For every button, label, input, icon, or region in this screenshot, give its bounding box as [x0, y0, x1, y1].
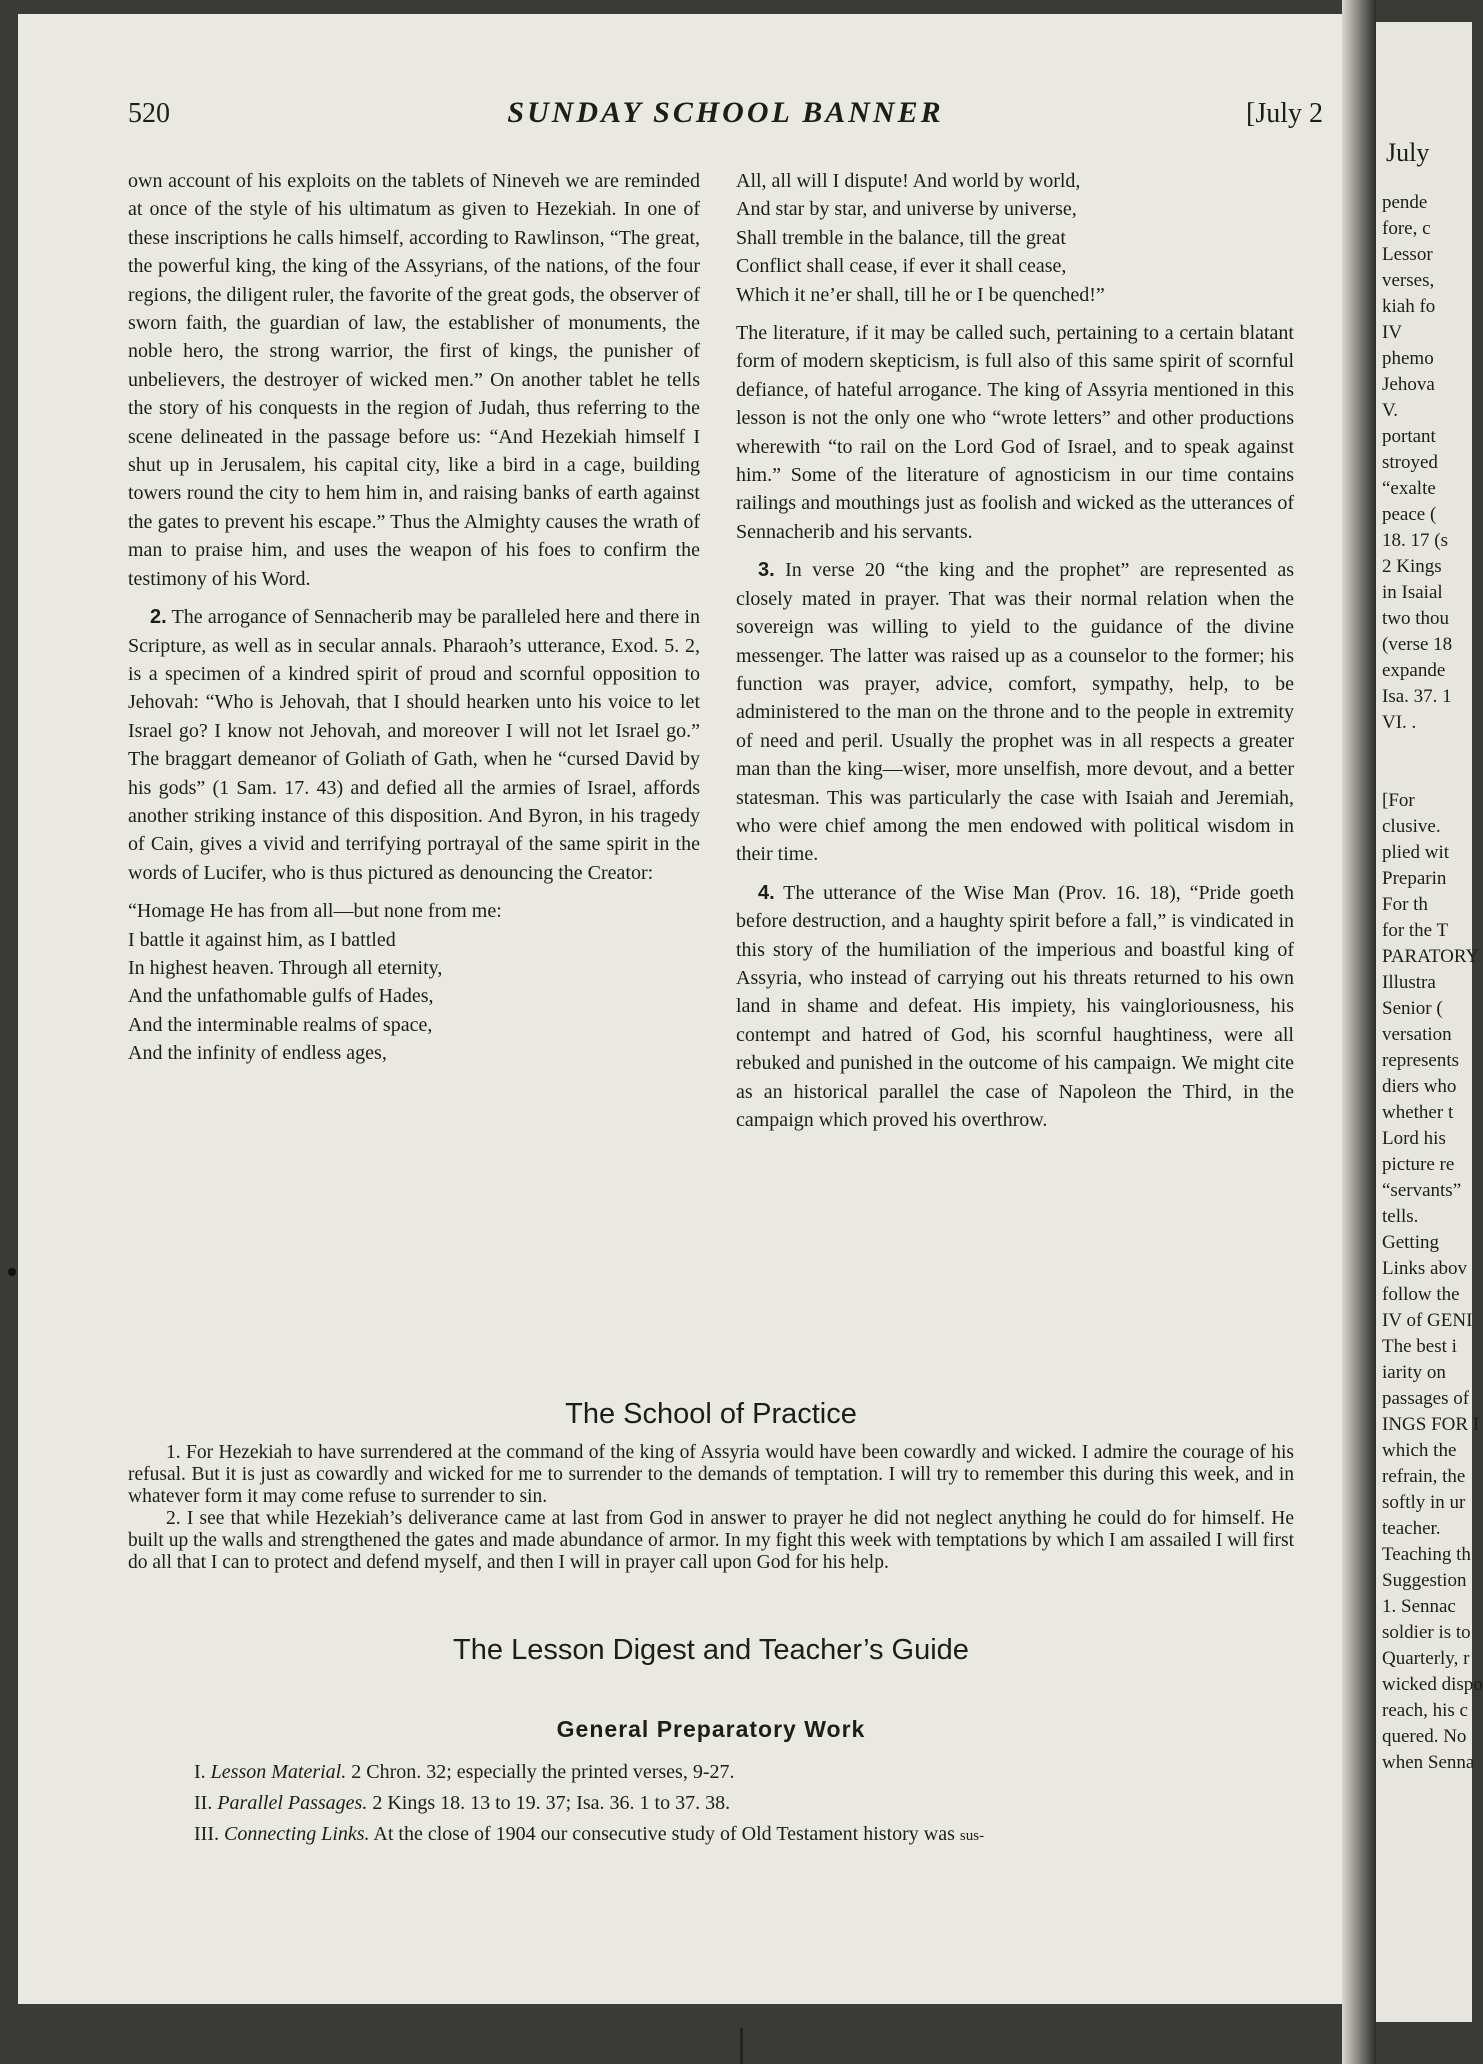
facing-page-line: V. — [1382, 400, 1399, 421]
facing-page-line: VI. . — [1382, 712, 1417, 733]
facing-page-line: Quarterly, r — [1382, 1648, 1470, 1669]
right-column — [736, 167, 1294, 1144]
facing-page-fragment — [1376, 22, 1483, 2022]
facing-page-line: softly in ur — [1382, 1492, 1466, 1513]
facing-page-line: in Isaial — [1382, 582, 1443, 603]
facing-page-line: 18. 17 (s — [1382, 530, 1448, 551]
item-number: II. — [194, 1792, 213, 1814]
facing-page-line: phemo — [1382, 348, 1434, 369]
verse-line: And the unfathomable gulfs of Hades, — [128, 985, 434, 1008]
facing-page-line: (verse 18 — [1382, 634, 1453, 655]
facing-page-line: which the — [1382, 1440, 1457, 1461]
facing-page-line: when Senna — [1382, 1752, 1475, 1773]
facing-page-line: Illustra — [1382, 972, 1436, 993]
facing-page-line: Teaching th — [1382, 1544, 1471, 1565]
facing-page-line: IV of GENI — [1382, 1310, 1473, 1331]
facing-page-line: For th — [1382, 894, 1428, 915]
facing-page-line: quered. No — [1382, 1726, 1467, 1747]
facing-page-line — [1376, 736, 1472, 762]
paragraph-2 — [128, 603, 700, 887]
list-item — [128, 1757, 1294, 1788]
paragraph-3 — [736, 556, 1294, 868]
item-text: At the close of 1904 our consecutive study of Old Testament history was — [369, 1823, 960, 1845]
facing-page-line: 2 Kings — [1382, 556, 1442, 577]
verse-line: Which it ne’er shall, till he or I be quenched!” — [736, 283, 1105, 306]
paragraph-text: In verse 20 “the king and the prophet” are represented as closely mated in prayer. That was their normal relation when the sovereign was willing to yield to the guidance of the divine messenger. The latter was raised up as a counselor to the former; his function was prayer, advice, comfort, sympathy, help, to be administered to the man on the throne and to the people in extremity of need and peril. Usually the prophet was in all respects a greater man than the king—wiser, more unselfish, more devout, and a better statesman. This was particularly the case with Isaiah and Jeremiah, who were chief among the men endowed with political wisdom in their time. — [736, 559, 1294, 866]
facing-page-line: expande — [1382, 660, 1446, 681]
facing-page-line: versation — [1382, 1024, 1452, 1045]
facing-page-line: teacher. — [1382, 1518, 1441, 1539]
item-label: Connecting Links. — [223, 1823, 370, 1845]
byron-verse-continued — [736, 167, 1294, 309]
verse-line: All, all will I dispute! And world by world, — [736, 170, 1081, 192]
facing-page-line: represents — [1382, 1050, 1460, 1071]
facing-page-line: kiah fo — [1382, 296, 1436, 317]
verse-line: In highest heaven. Through all eternity, — [128, 956, 443, 979]
book-gutter — [1342, 0, 1376, 2064]
facing-page-line: Preparin — [1382, 868, 1447, 889]
verse-line: And the interminable realms of space, — [128, 1013, 433, 1036]
item-text: 2 Kings 18. 13 to 19. 37; Isa. 36. 1 to 37. 38. — [367, 1792, 731, 1814]
verse-line: Conflict shall cease, if ever it shall cease, — [736, 255, 1067, 278]
facing-page-line: Isa. 37. 1 — [1382, 686, 1452, 707]
facing-page-line: clusive. — [1382, 816, 1441, 837]
facing-page-line: Senior ( — [1382, 998, 1443, 1019]
facing-page-line: two thou — [1382, 608, 1450, 629]
item-number: I. — [194, 1761, 206, 1783]
general-preparatory-work-heading: General Preparatory Work — [556, 1716, 866, 1742]
facing-page-line — [1376, 762, 1472, 788]
facing-page-line: wicked dispo — [1382, 1674, 1483, 1695]
school-of-practice-heading: The School of Practice — [565, 1398, 857, 1430]
item-text: 2 Chron. 32; especially the printed verses, 9-27. — [346, 1761, 735, 1783]
paragraph-number: 4. — [758, 881, 775, 904]
publication-title: SUNDAY SCHOOL BANNER — [507, 96, 944, 129]
verse-line: Shall tremble in the balance, till the great — [736, 226, 1066, 249]
facing-page-line: verses, — [1382, 270, 1435, 291]
facing-page-lines — [1376, 190, 1483, 1776]
facing-page-line: pende — [1382, 192, 1428, 213]
paragraph-text: The utterance of the Wise Man (Prov. 16. 18), “Pride goeth before destruction, and a haughty spirit before a fall,” is vindicated in this story of the humiliation of the imperious and boastful king of Assyria, who instead of carrying out his threats returned to his own land in shame and defeat. His impiety, his vaingloriousness, his contempt and hatred of God, his scornful haughtiness, were all rebuked and punished in the outcome of his campaign. We might cite as an historical parallel the case of Napoleon the Third, in the campaign which proved his overthrow. — [736, 881, 1294, 1131]
paragraph-number: 3. — [758, 559, 775, 582]
paragraph-sennacherib-inscriptions: own account of his exploits on the tablets of Nineveh we are reminded at once of the style of his ultimatum as given to Hezekiah. In one of these inscriptions he calls himself, according to Rawlinson, “The great, the powerful king, the king of the Assyrians, of the nations, of the four regions, the diligent ruler, the favorite of the great gods, the observer of sworn faith, the guardian of law, the establisher of monuments, the noble hero, the strong warrior, the first of kings, the punisher of unbelievers, the destroyer of wicked men.” On another tablet he tells the story of his conquests in the region of Judah, thus referring to the scene delineated in the passage before us: “And Hezekiah himself I shut up in Jerusalem, his capital city, like a bird in a cage, building towers round the city to hem him in, and raising banks of earth against the gates to prevent his escape.” Thus the Almighty causes the wrath of man to praise him, and uses the weapon of his foes to confirm the testimony of his Word. — [128, 170, 700, 590]
facing-page-line: PARATORY — [1382, 946, 1480, 967]
facing-page-line: stroyed — [1382, 452, 1438, 473]
ink-dot — [8, 1268, 16, 1276]
verse-line: “Homage He has from all—but none from me: — [128, 900, 502, 923]
facing-page-line: soldier is to — [1382, 1622, 1471, 1643]
running-header — [128, 92, 1323, 142]
facing-page-line: follow the — [1382, 1284, 1460, 1305]
practice-item-2: 2. I see that while Hezekiah’s deliverance came at last from God in answer to prayer he did not neglect anything he could do for himself. He built up the walls and strengthened the gates and made abundance of armor. In my fight this week with temptations by which I am assailed I will first do all that I can to protect and defend myself, and then I will in prayer call upon God for his help. — [128, 1508, 1294, 1573]
binding-thread — [740, 2028, 743, 2064]
facing-page-header: July — [1386, 138, 1430, 167]
facing-page-line: Links abov — [1382, 1258, 1467, 1279]
page-number: 520 — [128, 98, 170, 129]
lesson-digest-heading: The Lesson Digest and Teacher’s Guide — [453, 1634, 969, 1666]
list-item — [128, 1788, 1294, 1819]
facing-page-line: Jehova — [1382, 374, 1435, 395]
facing-page-line: Suggestion — [1382, 1570, 1467, 1591]
facing-page-line: IV — [1382, 322, 1403, 343]
facing-page-line: Lord his — [1382, 1128, 1446, 1149]
facing-page-line: fore, c — [1382, 218, 1431, 239]
item-label: Parallel Passages. — [217, 1792, 368, 1814]
facing-page-line: picture re — [1382, 1154, 1455, 1175]
facing-page-line: Getting — [1382, 1232, 1439, 1253]
facing-page-line: tells. — [1382, 1206, 1419, 1227]
verse-line: And the infinity of endless ages, — [128, 1042, 387, 1065]
item-number: III. — [194, 1823, 219, 1845]
facing-page-line: portant — [1382, 426, 1436, 447]
facing-page-line: diers who — [1382, 1076, 1457, 1097]
facing-page-line: passages of — [1382, 1388, 1470, 1409]
item-hyphenated-tail: sus- — [959, 1828, 985, 1844]
facing-page-line: iarity on — [1382, 1362, 1446, 1383]
left-column — [128, 167, 700, 1068]
list-item — [128, 1819, 1294, 1852]
facing-page-line: whether t — [1382, 1102, 1454, 1123]
facing-page-line: refrain, the — [1382, 1466, 1466, 1487]
facing-page-line: for the T — [1382, 920, 1449, 941]
byron-verse — [128, 897, 700, 1067]
facing-page-line: plied wit — [1382, 842, 1450, 863]
verse-line: I battle it against him, as I battled — [128, 928, 396, 951]
paragraph-literature: The literature, if it may be called such, pertaining to a certain blatant form of modern skepticism, is full also of this same spirit of scornful defiance, of hateful arrogance. The king of Assyria mentioned in this lesson is not the only one who “wrote letters” and other productions wherewith “to rail on the Lord God of Israel, and to speak against him.” Some of the literature of agnosticism in our time contains railings and mouthings just as foolish and wicked as the utterances of Sennacherib and his servants. — [736, 322, 1294, 543]
facing-page-line: Lessor — [1382, 244, 1433, 265]
school-of-practice-text — [128, 1442, 1294, 1574]
preparatory-work-list — [128, 1757, 1294, 1852]
header-date: [July 2 — [1246, 98, 1323, 129]
verse-line: And star by star, and universe by universe, — [736, 198, 1077, 221]
paragraph-text: The arrogance of Sennacherib may be paralleled here and there in Scripture, as well as in secular annals. Pharaoh’s utterance, Exod. 5. 2, is a specimen of a kindred spirit of proud and scornful opposition to Jehovah: “Who is Jehovah, that I should hearken unto his voice to let Israel go? I know not Jehovah, and moreover I will not let Israel go.” The braggart demeanor of Goliath of Gath, when he “cursed David by his gods” (1 Sam. 17. 43) and defied all the armies of Israel, affords another striking instance of this disposition. And Byron, in his tragedy of Cain, gives a vivid and terrifying portrayal of the same spirit in the words of Lucifer, who is thus pictured as denouncing the Creator: — [128, 606, 700, 884]
facing-page-line: The best i — [1382, 1336, 1457, 1357]
facing-page-line: peace ( — [1382, 504, 1437, 525]
paragraph-4 — [736, 879, 1294, 1135]
item-label: Lesson Material. — [210, 1761, 347, 1783]
practice-item-1: 1. For Hezekiah to have surrendered at the command of the king of Assyria would have been cowardly and wicked. I admire the courage of his refusal. But it is just as cowardly and wicked for me to surrender to the demands of temptation. I will try to remember this during this week, and in whatever form it may come refuse to surrender to sin. — [128, 1442, 1294, 1507]
paragraph-number: 2. — [150, 606, 167, 629]
facing-page-line: “servants” — [1382, 1180, 1462, 1201]
facing-page-line: “exalte — [1382, 478, 1436, 499]
facing-page-line: [For — [1382, 790, 1415, 811]
facing-page-line: 1. Sennac — [1382, 1596, 1456, 1617]
facing-page-line: INGS FOR I — [1382, 1414, 1480, 1435]
facing-page-line: reach, his c — [1382, 1700, 1468, 1721]
